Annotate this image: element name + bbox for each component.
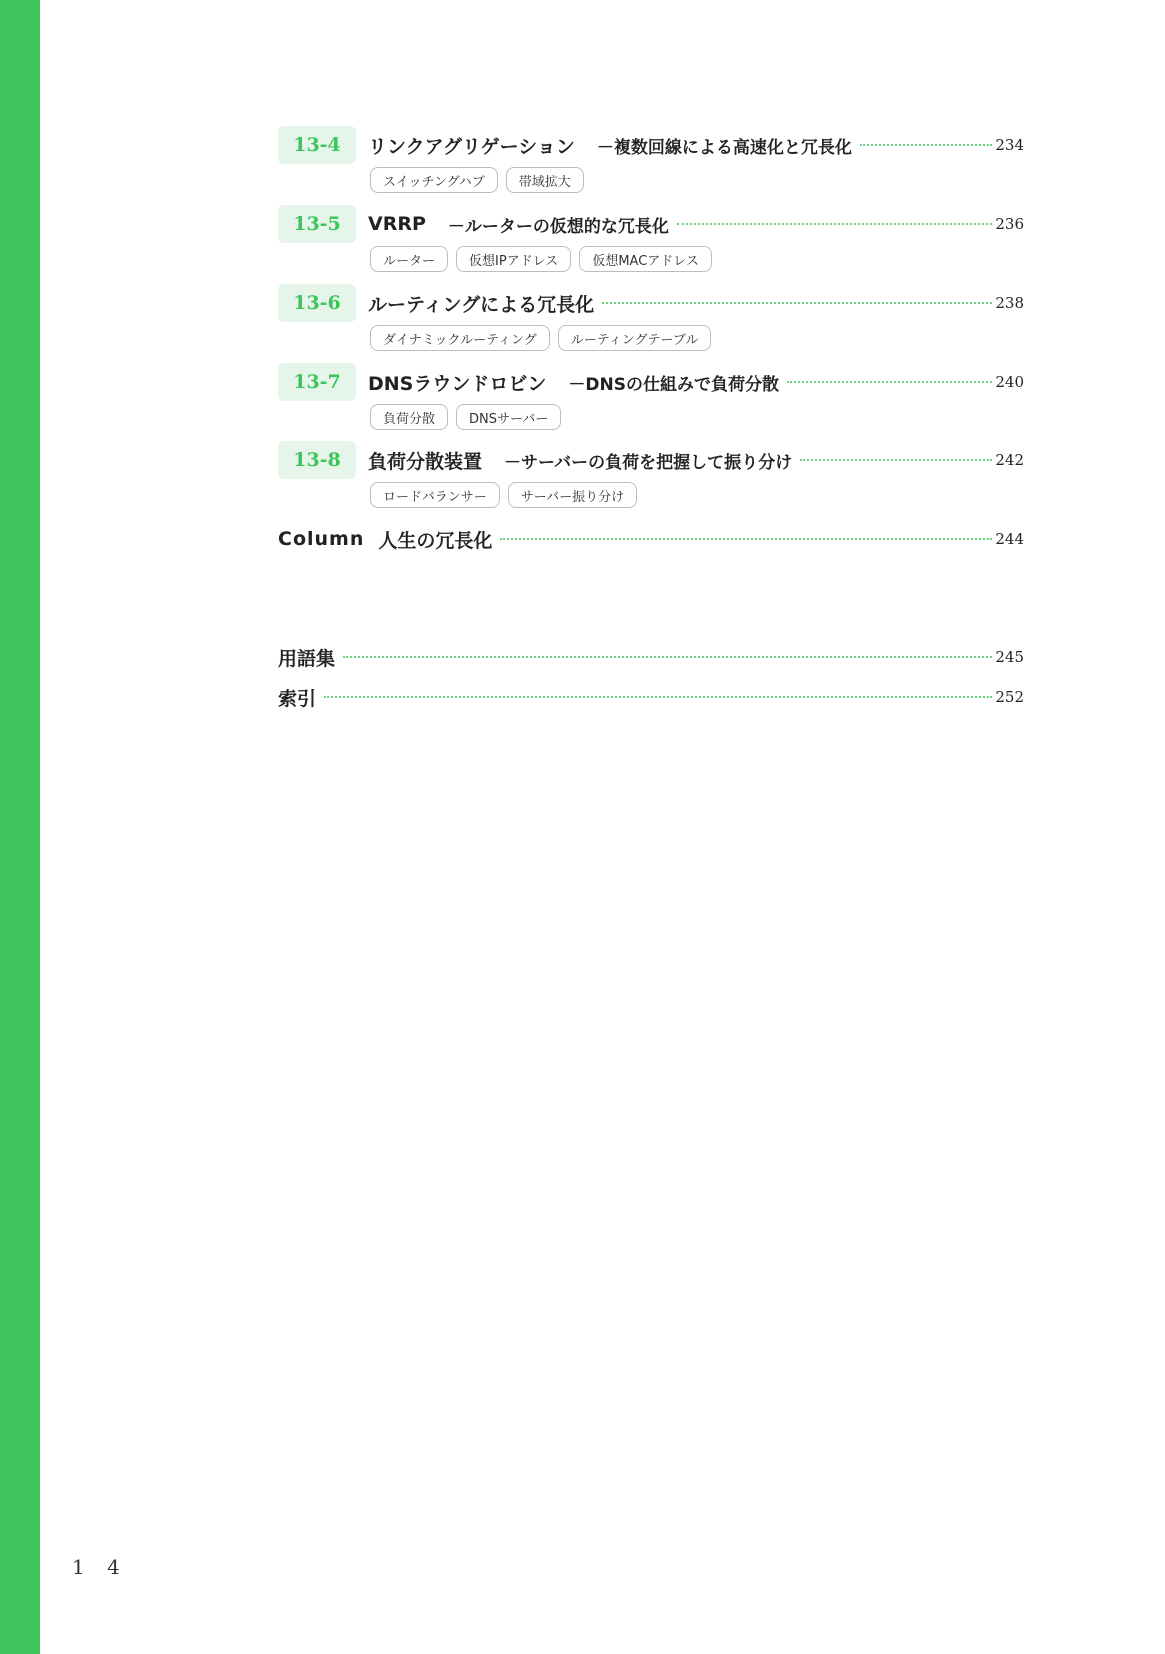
- page-reference: 242: [995, 451, 1024, 469]
- keyword-tag: ロードバランサー: [370, 482, 500, 508]
- keyword-tag: 帯域拡大: [506, 167, 584, 193]
- dot-leader: [800, 459, 992, 461]
- keyword-tags: [370, 482, 637, 508]
- section-subtitle: －DNSの仕組みで負荷分散: [568, 374, 779, 395]
- section-number: 13-5: [278, 205, 356, 243]
- column-label: Column: [278, 528, 365, 550]
- keyword-tag: 負荷分散: [370, 404, 448, 430]
- keyword-tag: ルーター: [370, 246, 448, 272]
- section-title: 負荷分散装置: [368, 450, 483, 473]
- page-reference: 240: [995, 373, 1024, 391]
- index-title: 索引: [278, 687, 317, 710]
- section-title: ルーティングによる冗長化: [368, 293, 595, 316]
- keyword-tags: [370, 167, 584, 193]
- page-number: 1 4: [72, 1555, 128, 1579]
- keyword-tags: [370, 404, 561, 430]
- keyword-tag: 仮想IPアドレス: [456, 246, 571, 272]
- keyword-tag: DNSサーバー: [456, 404, 561, 430]
- page-reference: 252: [995, 688, 1024, 706]
- keyword-tag: 仮想MACアドレス: [579, 246, 712, 272]
- page-reference: 234: [995, 136, 1024, 154]
- dot-leader: [602, 302, 992, 304]
- section-number: 13-6: [278, 284, 356, 322]
- section-subtitle: －サーバーの負荷を把握して振り分け: [504, 452, 793, 473]
- glossary-title: 用語集: [278, 647, 336, 670]
- keyword-tag: ダイナミックルーティング: [370, 325, 550, 351]
- keyword-tag: ルーティングテーブル: [558, 325, 712, 351]
- column-title: 人生の冗長化: [378, 529, 493, 552]
- dot-leader: [324, 696, 992, 698]
- page-reference: 244: [995, 530, 1024, 548]
- keyword-tags: [370, 325, 711, 351]
- section-number: 13-7: [278, 363, 356, 401]
- keyword-tag: サーバー振り分け: [508, 482, 637, 508]
- dot-leader: [787, 381, 992, 383]
- dot-leader: [343, 656, 992, 658]
- section-title: DNSラウンドロビン: [368, 372, 547, 395]
- page-reference: 238: [995, 294, 1024, 312]
- keyword-tags: [370, 246, 712, 272]
- section-number: 13-8: [278, 441, 356, 479]
- dot-leader: [500, 538, 992, 540]
- dot-leader: [860, 144, 992, 146]
- side-color-bar: [0, 0, 40, 1654]
- dot-leader: [677, 223, 992, 225]
- section-number: 13-4: [278, 126, 356, 164]
- page-reference: 245: [995, 648, 1024, 666]
- section-title: VRRP: [368, 213, 426, 235]
- page-reference: 236: [995, 215, 1024, 233]
- keyword-tag: スイッチングハブ: [370, 167, 498, 193]
- section-title: リンクアグリゲーション: [368, 135, 575, 158]
- section-subtitle: －ルーターの仮想的な冗長化: [447, 216, 669, 237]
- section-subtitle: －複数回線による高速化と冗長化: [596, 137, 852, 158]
